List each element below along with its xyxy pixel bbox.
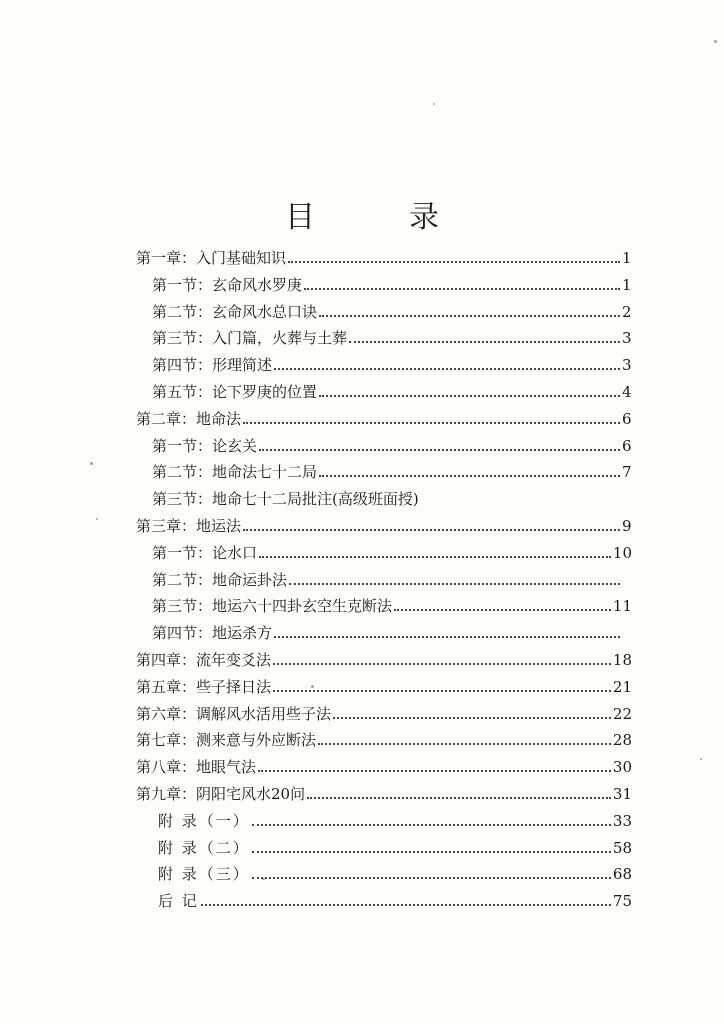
toc-entry bbox=[152, 537, 632, 563]
toc-page-number: 30 bbox=[612, 758, 632, 777]
toc-dot-leader bbox=[243, 421, 620, 424]
toc-entry-label: 第三节：入门篇，火葬与土葬 bbox=[152, 329, 348, 348]
toc-entry-label: 第五章：些子择日法 bbox=[136, 677, 272, 696]
toc-page-number: 21 bbox=[612, 677, 632, 696]
toc-entry-label: 第一节：论玄关 bbox=[152, 436, 258, 455]
toc-entry-label: 附 录（三） bbox=[158, 865, 250, 884]
toc-dot-leader bbox=[259, 448, 620, 451]
toc-page-number: 6 bbox=[622, 409, 632, 428]
toc-entry-label: 第六章：调解风水活用些子法 bbox=[136, 704, 332, 723]
toc-page-number: 75 bbox=[612, 892, 632, 911]
toc-entry bbox=[158, 885, 632, 911]
toc-dot-leader bbox=[273, 689, 611, 692]
toc-dot-leader bbox=[252, 876, 611, 879]
toc-dot-leader bbox=[274, 367, 620, 370]
toc-entry bbox=[152, 322, 632, 348]
toc-entry-label: 附 录（二） bbox=[158, 838, 250, 857]
scan-speck bbox=[433, 103, 435, 105]
toc-dot-leader bbox=[304, 287, 620, 290]
toc-page-number: 31 bbox=[612, 785, 632, 803]
toc-page-number: 1 bbox=[622, 249, 632, 267]
toc-page-number: 68 bbox=[612, 865, 632, 884]
toc-entry bbox=[152, 590, 632, 616]
toc-page-number: 7 bbox=[622, 463, 632, 482]
toc-dot-leader bbox=[333, 716, 611, 719]
toc-entry-label: 第一节：论水口 bbox=[152, 543, 258, 562]
toc-dot-leader bbox=[307, 796, 611, 799]
toc-dot-leader bbox=[288, 260, 620, 263]
toc-entry bbox=[136, 778, 632, 804]
toc-page-number: 1 bbox=[622, 275, 632, 294]
toc-entry bbox=[136, 751, 632, 777]
toc-dot-leader bbox=[252, 850, 611, 853]
toc-entry-label: 第九章：阴阳宅风水20问 bbox=[136, 785, 306, 803]
toc-page-number: 3 bbox=[622, 356, 632, 375]
toc-entry-label: 第三章：地运法 bbox=[136, 517, 242, 535]
toc-entry bbox=[158, 805, 632, 831]
toc-entry-label: 后 记 bbox=[158, 892, 199, 911]
toc-entry bbox=[152, 456, 632, 482]
toc-entry bbox=[136, 510, 632, 536]
toc-entry bbox=[152, 483, 632, 509]
scan-speck bbox=[700, 758, 702, 760]
toc-entry-label: 第一章：入门基础知识 bbox=[136, 249, 287, 267]
toc-entry-label: 第七章：测来意与外应断法 bbox=[136, 731, 317, 750]
toc-entry bbox=[152, 564, 632, 590]
toc-entry-label: 第二节：玄命风水总口诀 bbox=[152, 302, 318, 321]
toc-entry bbox=[152, 617, 632, 643]
toc-entry bbox=[152, 349, 632, 375]
toc-entry bbox=[158, 832, 632, 858]
toc-entry bbox=[136, 403, 632, 429]
toc-dot-leader bbox=[319, 394, 620, 397]
scan-speck bbox=[714, 40, 717, 43]
toc-page-number: 33 bbox=[612, 811, 632, 830]
toc-dot-leader bbox=[319, 314, 620, 317]
toc-dot-leader bbox=[349, 340, 620, 343]
page-title: 目 录 bbox=[285, 200, 471, 236]
toc-page-number: 11 bbox=[612, 597, 632, 616]
toc-entry bbox=[152, 376, 632, 402]
toc-entry bbox=[136, 242, 632, 268]
toc-dot-leader bbox=[274, 635, 620, 638]
toc-dot-leader bbox=[258, 769, 611, 772]
toc-entry-label: 第四章：流年变爻法 bbox=[136, 651, 272, 669]
toc-entry bbox=[152, 296, 632, 322]
toc-entry bbox=[152, 269, 632, 295]
toc-entry-label: 第四节：地运杀方 bbox=[152, 624, 273, 643]
toc-dot-leader bbox=[318, 742, 611, 745]
toc-entry-label: 第三节：地命七十二局批注(高级班面授) bbox=[152, 490, 419, 509]
toc-page-number: 22 bbox=[612, 704, 632, 723]
toc-entry bbox=[136, 644, 632, 670]
toc-dot-leader bbox=[273, 662, 611, 665]
toc-entry-label: 附 录（一） bbox=[158, 811, 250, 830]
toc-dot-leader bbox=[259, 555, 611, 558]
toc-page-number: 3 bbox=[622, 329, 632, 348]
toc-entry-label: 第五节：论下罗庚的位置 bbox=[152, 383, 318, 401]
toc-page-number: 10 bbox=[612, 543, 632, 562]
toc-dot-leader bbox=[201, 903, 611, 906]
toc-entry bbox=[136, 698, 632, 724]
toc-dot-leader bbox=[243, 528, 620, 531]
toc-page-number: 18 bbox=[612, 651, 632, 669]
toc-entry-label: 第二节：地命法七十二局 bbox=[152, 463, 318, 482]
toc-entry-label: 第二节：地命运卦法 bbox=[152, 570, 288, 589]
toc-page-number: 2 bbox=[622, 302, 632, 321]
toc-entry-label: 第二章：地命法 bbox=[136, 409, 242, 428]
toc-entry bbox=[136, 671, 632, 697]
toc-page-number: 28 bbox=[612, 731, 632, 750]
toc-page-number: 58 bbox=[612, 838, 632, 857]
toc-entry bbox=[158, 858, 632, 884]
toc-entry-label: 第八章：地眼气法 bbox=[136, 758, 257, 777]
toc-dot-leader bbox=[289, 582, 620, 585]
toc-entry-label: 第四节：形理简述 bbox=[152, 356, 273, 375]
toc-page-number: 4 bbox=[622, 383, 632, 401]
toc-entry bbox=[136, 724, 632, 750]
scan-speck bbox=[96, 518, 98, 520]
toc-dot-leader bbox=[394, 608, 611, 611]
toc-entry-label: 第三节：地运六十四卦玄空生克断法 bbox=[152, 597, 393, 616]
toc-dot-leader bbox=[319, 474, 620, 477]
toc-page-number: 6 bbox=[622, 436, 632, 455]
toc-entry-label: 第一节：玄命风水罗庚 bbox=[152, 275, 303, 294]
toc-dot-leader bbox=[252, 823, 611, 826]
scan-speck bbox=[90, 462, 93, 465]
toc-entry bbox=[152, 430, 632, 456]
toc-page-number: 9 bbox=[622, 517, 632, 535]
